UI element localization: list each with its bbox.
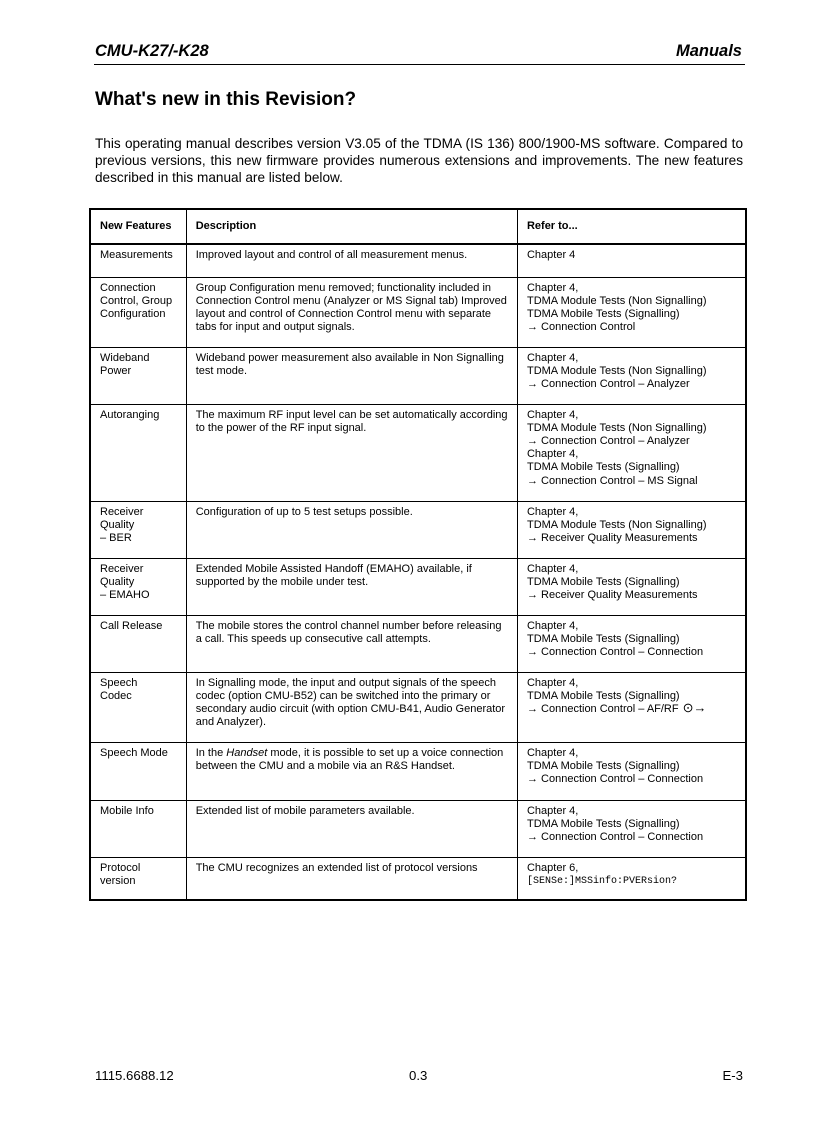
refer-line: TDMA Mobile Tests (Signalling): [526, 461, 680, 474]
refer-line: TDMA Mobile Tests (Signalling): [526, 632, 680, 645]
revision-number: 0.3: [409, 1068, 428, 1083]
description-cell: The maximum RF input level can be set automatically according to the power of the RF input signal.: [186, 404, 517, 501]
refer-line: TDMA Mobile Tests (Signalling): [526, 575, 680, 588]
refer-line: TDMA Mobile Tests (Signalling): [526, 307, 680, 320]
feature-line: Call Release: [100, 619, 163, 632]
refer-line: → Connection Control – Connection: [526, 772, 704, 785]
feature-cell: [90, 672, 186, 742]
refer-line: Chapter 4,: [526, 676, 579, 689]
description-cell: [186, 742, 517, 800]
refer-line: TDMA Mobile Tests (Signalling): [526, 817, 680, 830]
intro-paragraph: This operating manual describes version V3.05 of the TDMA (IS 136) 800/1900-MS software. Compared to previous versions, this new firmware provides numerous extensions and improvements. The new features described in this manual are listed below.: [95, 136, 743, 185]
continue-arrow-icon: ⊙→: [682, 699, 707, 715]
refer-line: Chapter 4,: [526, 281, 579, 294]
refer-line: → Connection Control – MS Signal: [526, 474, 698, 487]
feature-line: Connection: [100, 281, 156, 294]
feature-line: Control, Group: [100, 294, 173, 307]
refer-line: → Receiver Quality Measurements: [526, 531, 698, 544]
description-text: mode, it is possible to set up a voice connection between the CMU and a mobile via an R&S Handset.: [195, 746, 504, 772]
feature-cell: [90, 501, 186, 558]
feature-line: – EMAHO: [100, 588, 150, 601]
feature-line: Configuration: [100, 307, 166, 320]
refer-line: → Connection Control – Analyzer: [526, 434, 690, 447]
refer-cell: [517, 615, 746, 672]
refer-cell: [517, 501, 746, 558]
feature-line: Speech: [100, 676, 138, 689]
header-description: Description: [186, 209, 517, 244]
feature-line: Protocol version: [100, 861, 141, 887]
scpi-command: [SENSe:]MSSinfo:PVERsion?: [526, 875, 677, 887]
feature-line: Wideband Power: [100, 351, 150, 377]
feature-cell: [90, 404, 186, 501]
table-row: [90, 501, 746, 558]
refer-line: [526, 699, 736, 716]
refer-cell: [517, 347, 746, 404]
refer-line: → Receiver Quality Measurements: [526, 588, 698, 601]
refer-line: → Connection Control: [526, 321, 636, 334]
table-row: [90, 672, 746, 742]
feature-cell: [90, 244, 186, 277]
document-number: 1115.6688.12: [95, 1068, 174, 1083]
refer-cell: [517, 742, 746, 800]
description-cell: Group Configuration menu removed; functionality included in Connection Control menu (Analyzer or MS Signal tab) Improved layout and control of Connection Control menu with separate tabs for input and output signals.: [186, 277, 517, 347]
refer-line: Chapter 4,: [526, 619, 579, 632]
feature-line: Speech Mode: [100, 746, 168, 759]
feature-cell: [90, 742, 186, 800]
feature-line: Mobile Info: [100, 804, 154, 817]
features-table: [89, 208, 747, 901]
refer-line: → Connection Control – Connection: [526, 645, 704, 658]
refer-line: Chapter 4,: [526, 448, 579, 461]
refer-line: TDMA Module Tests (Non Signalling): [526, 421, 707, 434]
feature-line: Receiver Quality: [100, 562, 144, 588]
description-cell: Improved layout and control of all measurement menus.: [186, 244, 517, 277]
description-cell: Wideband power measurement also available in Non Signalling test mode.: [186, 347, 517, 404]
feature-cell: [90, 347, 186, 404]
table-row: [90, 244, 746, 277]
refer-line: TDMA Module Tests (Non Signalling): [526, 364, 707, 377]
description-cell: Configuration of up to 5 test setups possible.: [186, 501, 517, 558]
table-row: [90, 277, 746, 347]
description-cell: Extended Mobile Assisted Handoff (EMAHO) available, if supported by the mobile under test.: [186, 558, 517, 615]
table-row: [90, 857, 746, 900]
table-row: [90, 347, 746, 404]
refer-cell: [517, 404, 746, 501]
refer-line: Chapter 4,: [526, 505, 579, 518]
refer-cell: [517, 558, 746, 615]
feature-line: – BER: [100, 531, 132, 544]
table-row: [90, 615, 746, 672]
refer-line: Chapter 4: [526, 249, 576, 261]
refer-line: Chapter 4,: [526, 562, 579, 575]
refer-line: → Connection Control – Analyzer: [526, 377, 690, 390]
table-row: [90, 404, 746, 501]
header-product: CMU-K27/-K28: [95, 42, 209, 60]
table-row: [90, 742, 746, 800]
description-cell: In Signalling mode, the input and output signals of the speech codec (option CMU-B52) can be switched into the primary or secondary audio circuit (with option CMU-B41, Audio Generator and Analyzer).: [186, 672, 517, 742]
table-row: [90, 558, 746, 615]
refer-line: TDMA Mobile Tests (Signalling): [526, 689, 680, 702]
refer-line: Chapter 4,: [526, 351, 579, 364]
refer-line: TDMA Module Tests (Non Signalling): [526, 518, 707, 531]
refer-line: Chapter 4,: [526, 746, 579, 759]
description-cell: The mobile stores the control channel number before releasing a call. This speeds up consecutive call attempts.: [186, 615, 517, 672]
refer-text: → Connection Control – AF/RF: [526, 702, 679, 715]
refer-cell: [517, 800, 746, 857]
description-cell: The CMU recognizes an extended list of protocol versions: [186, 857, 517, 900]
header-rule: [94, 64, 745, 65]
refer-line: Chapter 4,: [526, 408, 579, 421]
refer-cell: [517, 857, 746, 900]
feature-cell: [90, 615, 186, 672]
page-number: E-3: [722, 1068, 743, 1083]
description-text: In the: [195, 746, 227, 759]
refer-line: Chapter 4,: [526, 804, 579, 817]
refer-cell: [517, 277, 746, 347]
feature-line: Codec: [100, 689, 132, 702]
header-refer-to: Refer to...: [517, 209, 746, 244]
table-row: [90, 800, 746, 857]
table-header-row: [90, 209, 746, 244]
header-new-features: New Features: [90, 209, 186, 244]
page-title: What's new in this Revision?: [95, 89, 357, 110]
description-emphasis: Handset: [226, 746, 268, 759]
feature-line: Receiver Quality: [100, 505, 144, 531]
refer-line: → Connection Control – Connection: [526, 830, 704, 843]
feature-line: Measurements: [100, 249, 173, 261]
description-cell: Extended list of mobile parameters available.: [186, 800, 517, 857]
feature-cell: [90, 277, 186, 347]
feature-cell: [90, 800, 186, 857]
feature-line: Autoranging: [100, 408, 160, 421]
refer-line: Chapter 6,: [526, 861, 579, 874]
feature-cell: [90, 857, 186, 900]
refer-line: TDMA Mobile Tests (Signalling): [526, 759, 680, 772]
header-section: Manuals: [675, 42, 742, 60]
refer-cell: [517, 672, 746, 742]
refer-cell: [517, 244, 746, 277]
feature-cell: [90, 558, 186, 615]
refer-line: TDMA Module Tests (Non Signalling): [526, 294, 707, 307]
